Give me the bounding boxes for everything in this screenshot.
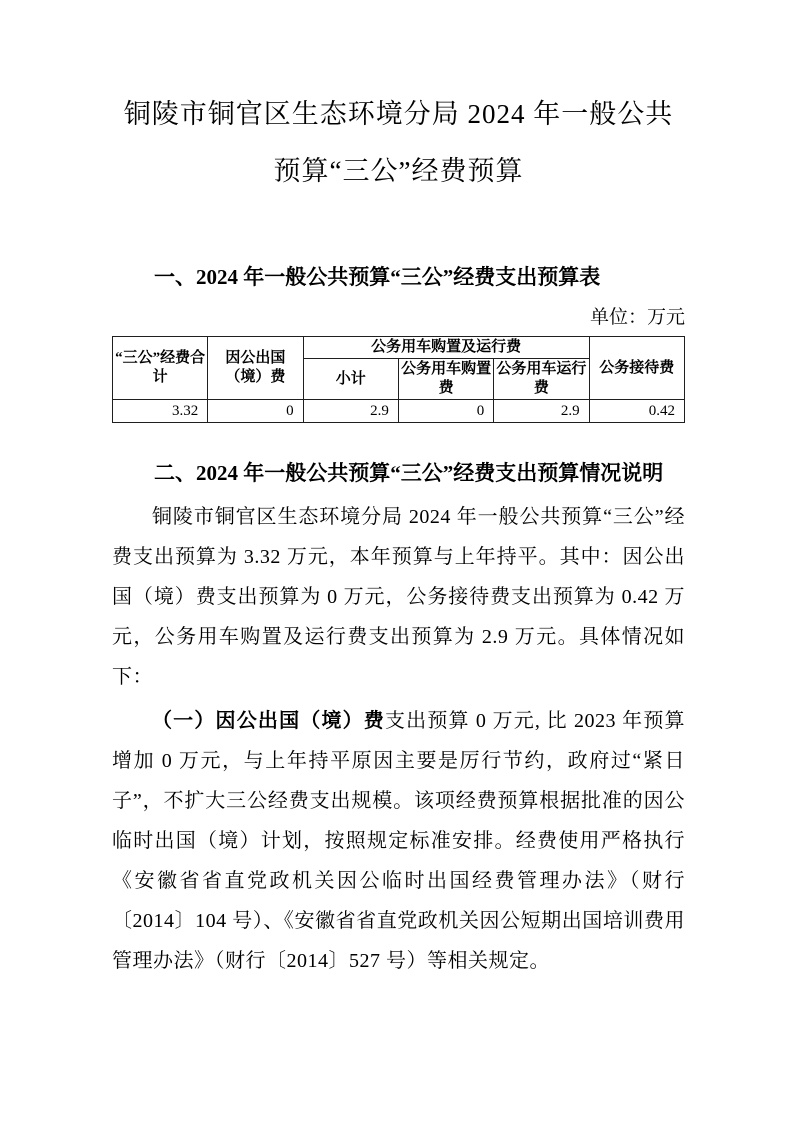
paragraph-abroad-lead: （一）因公出国（境）费 xyxy=(152,710,385,732)
table-unit-label: 单位：万元 xyxy=(589,307,685,328)
table-cell-vehicle-operation: 2.9 xyxy=(494,400,589,423)
table-header-vehicle-subtotal: 小计 xyxy=(303,359,398,400)
table-header-vehicle-operation: 公务用车运行费 xyxy=(494,359,589,400)
section1-heading: 一、2024 年一般公共预算“三公”经费支出预算表 xyxy=(154,265,601,289)
paragraph-overview xyxy=(112,497,685,697)
table-cell-abroad: 0 xyxy=(208,400,303,423)
paragraph-abroad xyxy=(112,701,685,981)
section2-heading: 二、2024 年一般公共预算“三公”经费支出预算情况说明 xyxy=(154,461,664,485)
table-cell-total: 3.32 xyxy=(113,400,208,423)
paragraph-abroad-rest: 支出预算 0 万元, 比 2023 年预算增加 0 万元，与上年持平原因主要是厉行节约，政府过“紧日子”，不扩大三公经费支出规模。该项经费预算根据批准的因公临时出国（境）计划，按照规定标准安排。经费使用严格执行《安徽省省直党政机关因公临时出国经费管理办法》（财行〔2014〕104 号）、《安徽省省直党政机关因公短期出国培训费用管理办法》（财行〔2014〕527 号）等相关规定。 xyxy=(112,710,686,972)
document-title: 铜陵市铜官区生态环境分局 2024 年一般公共预算“三公”经费预算 xyxy=(123,99,674,186)
table-header-vehicle-group: 公务用车购置及运行费 xyxy=(303,337,589,359)
budget-table xyxy=(112,336,685,423)
table-header-reception: 公务接待费 xyxy=(589,337,684,400)
paragraph-overview-text: 铜陵市铜官区生态环境分局 2024 年一般公共预算“三公”经费支出预算为 3.32 万元，本年预算与上年持平。其中：因公出国（境）费支出预算为 0 万元，公务接待费支出预算为 0.42 万元，公务用车购置及运行费支出预算为 2.9 万元。具体情况如下： xyxy=(112,506,685,688)
table-cell-reception: 0.42 xyxy=(589,400,684,423)
table-header-abroad: 因公出国（境）费 xyxy=(208,337,303,400)
table-header-total: “三公”经费合计 xyxy=(113,337,208,400)
table-cell-vehicle-subtotal: 2.9 xyxy=(303,400,398,423)
table-cell-vehicle-purchase: 0 xyxy=(398,400,493,423)
table-header-vehicle-purchase: 公务用车购置费 xyxy=(398,359,493,400)
table-row xyxy=(113,400,685,423)
